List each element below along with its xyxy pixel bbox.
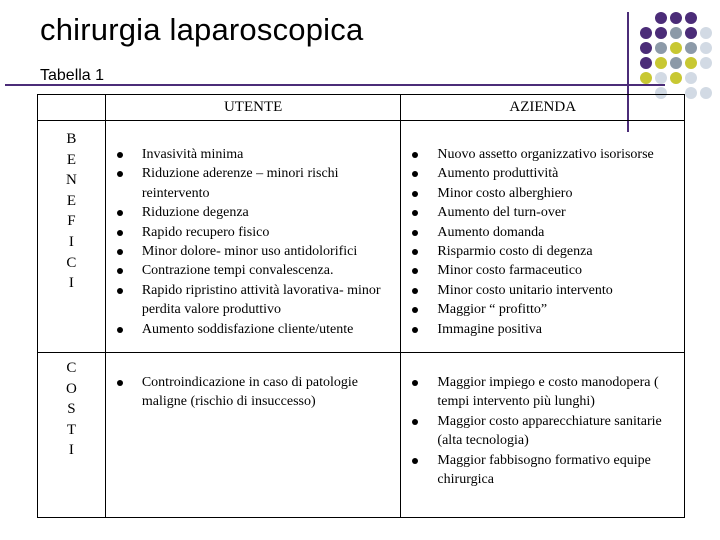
decorative-dot bbox=[670, 27, 682, 39]
list-item: Minor dolore- minor uso antidolorifici bbox=[106, 242, 401, 261]
decorative-dot bbox=[640, 27, 652, 39]
label-letter: O bbox=[66, 380, 77, 397]
decorative-dot bbox=[670, 12, 682, 24]
list-item: Aumento domanda bbox=[401, 223, 684, 242]
label-letter: C bbox=[66, 360, 77, 376]
list-item: Rapido ripristino attività lavorativa- minor perdita valore produttivo bbox=[106, 281, 401, 320]
decorative-dot bbox=[685, 12, 697, 24]
list-item: Maggior fabbisogno formativo equipe chirurgica bbox=[401, 451, 684, 490]
table-caption: Tabella 1 bbox=[40, 67, 105, 84]
list-item: Maggior costo apparecchiature sanitarie (alta tecnologia) bbox=[401, 412, 684, 451]
header-utente: UTENTE bbox=[105, 95, 401, 121]
decorative-dot bbox=[685, 27, 697, 39]
comparison-table bbox=[37, 94, 685, 518]
list-item: Nuovo assetto organizzativo isorisorse bbox=[401, 145, 684, 164]
list-item: Maggior impiego e costo manodopera ( tempi intervento più lunghi) bbox=[401, 373, 684, 412]
list-item: Aumento soddisfazione cliente/utente bbox=[106, 320, 401, 339]
list-item: Controindicazione in caso di patologie maligne (rischio di insuccesso) bbox=[106, 373, 401, 412]
row-label-costi bbox=[38, 353, 106, 518]
benefici-utente-cell bbox=[105, 121, 401, 353]
list-item: Aumento produttività bbox=[401, 164, 684, 183]
slide-title: chirurgia laparoscopica bbox=[40, 12, 364, 47]
list-item: Contrazione tempi convalescenza. bbox=[106, 261, 401, 280]
decorative-dot bbox=[655, 57, 667, 69]
decorative-dot bbox=[640, 42, 652, 54]
decorative-dot bbox=[670, 42, 682, 54]
label-letter: B bbox=[66, 131, 77, 147]
list-item: Riduzione aderenze – minori rischi reintervento bbox=[106, 164, 401, 203]
decorative-dot bbox=[685, 42, 697, 54]
label-letter: I bbox=[68, 442, 74, 459]
decorative-dot bbox=[640, 72, 652, 84]
decorative-dot bbox=[655, 27, 667, 39]
list-item: Risparmio costo di degenza bbox=[401, 242, 684, 261]
label-letter: E bbox=[66, 151, 76, 168]
decorative-dot bbox=[670, 57, 682, 69]
benefici-azienda-cell bbox=[401, 121, 685, 353]
decorative-dot bbox=[685, 57, 697, 69]
decorative-dot bbox=[640, 57, 652, 69]
list-item: Aumento del turn-over bbox=[401, 203, 684, 222]
label-letter: E bbox=[66, 192, 76, 209]
label-letter: T bbox=[66, 421, 76, 438]
decorative-horizontal-line bbox=[5, 84, 665, 86]
decorative-dot bbox=[655, 12, 667, 24]
label-letter: C bbox=[66, 254, 77, 271]
list-item: Minor costo unitario intervento bbox=[401, 281, 684, 300]
decorative-dot bbox=[685, 87, 697, 99]
list-item: Riduzione degenza bbox=[106, 203, 401, 222]
list-item: Invasività minima bbox=[106, 145, 401, 164]
costi-azienda-cell bbox=[401, 353, 685, 518]
corner-cell bbox=[38, 95, 106, 121]
label-letter: S bbox=[67, 401, 76, 418]
label-letter: I bbox=[68, 233, 74, 250]
decorative-dot bbox=[700, 57, 712, 69]
list-item: Minor costo farmaceutico bbox=[401, 261, 684, 280]
row-label-benefici bbox=[38, 121, 106, 353]
decorative-dot bbox=[685, 72, 697, 84]
label-letter: N bbox=[66, 172, 77, 189]
decorative-dot bbox=[655, 42, 667, 54]
decorative-dot bbox=[700, 87, 712, 99]
decorative-dot bbox=[670, 72, 682, 84]
list-item: Immagine positiva bbox=[401, 320, 684, 339]
decorative-dot bbox=[700, 42, 712, 54]
header-azienda: AZIENDA bbox=[401, 95, 685, 121]
label-letter: I bbox=[68, 275, 74, 292]
decorative-dot bbox=[655, 72, 667, 84]
costi-utente-cell bbox=[105, 353, 401, 518]
list-item: Maggior “ profitto” bbox=[401, 300, 684, 319]
list-item: Minor costo alberghiero bbox=[401, 184, 684, 203]
decorative-dot bbox=[700, 27, 712, 39]
list-item: Rapido recupero fisico bbox=[106, 223, 401, 242]
label-letter: F bbox=[67, 213, 76, 230]
